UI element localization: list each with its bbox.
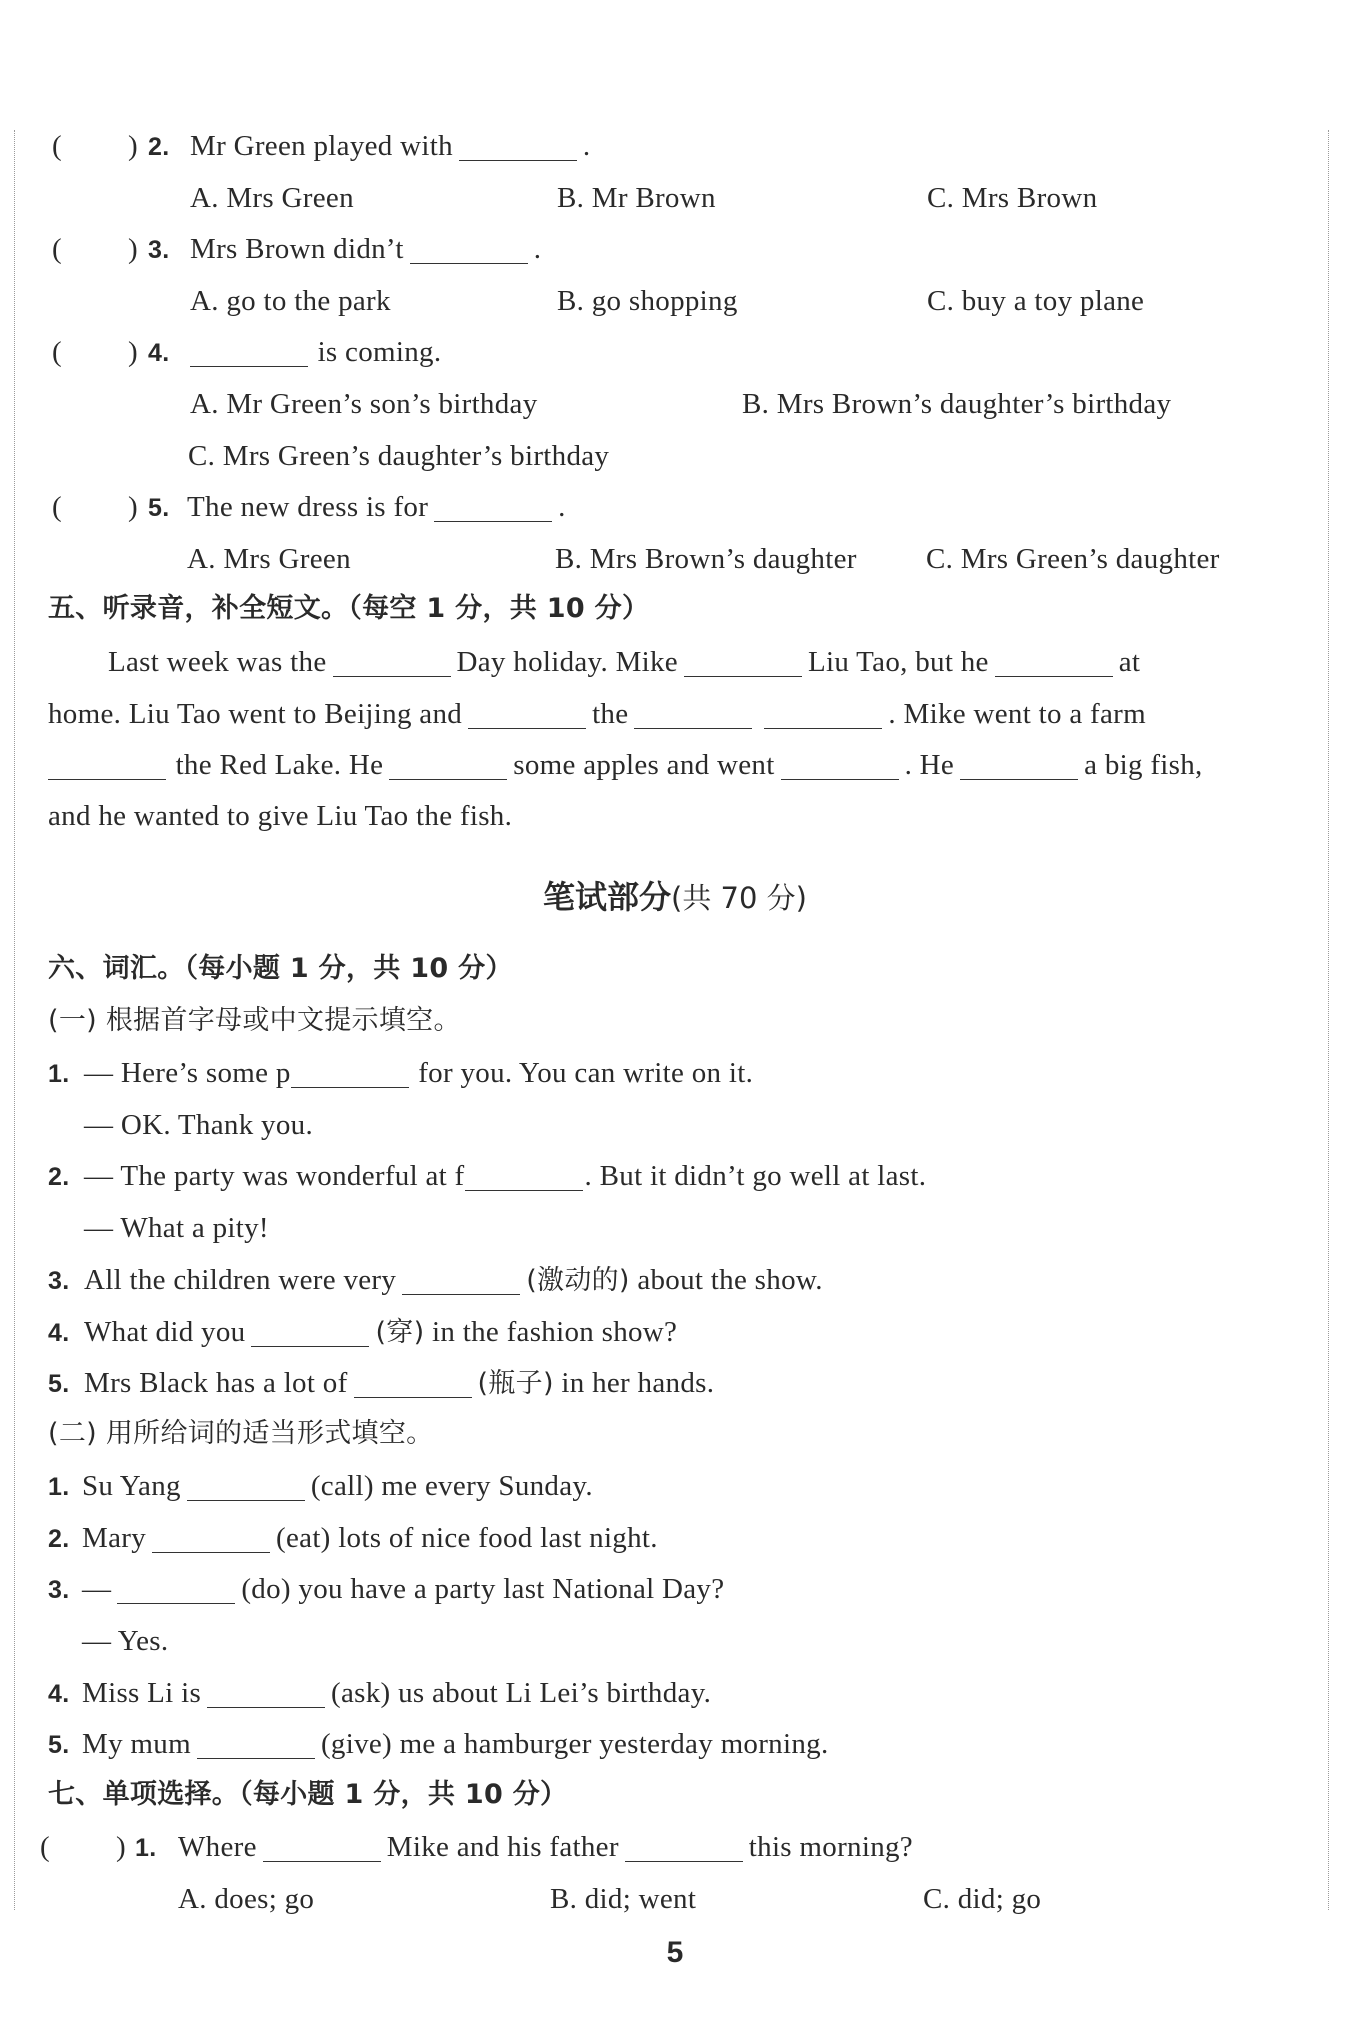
option-a[interactable]: A. does; go [178, 1883, 315, 1915]
left-margin-rule [14, 130, 15, 1910]
option-c[interactable]: C. buy a toy plane [927, 285, 1145, 317]
answer-blank[interactable] [434, 491, 552, 522]
passage-blank-7[interactable] [48, 749, 166, 780]
answer-paren-close[interactable]: ) [128, 491, 138, 523]
passage-blank-2[interactable] [684, 646, 802, 677]
passage-blank-9[interactable] [781, 749, 899, 780]
passage-blank-6[interactable] [764, 698, 882, 729]
passage-blank-5[interactable] [634, 698, 752, 729]
passage-blank-1[interactable] [333, 646, 451, 677]
section-6-heading: 六、词汇。（每小题 1 分，共 10 分） [48, 953, 513, 984]
option-c[interactable]: C. Mrs Green’s daughter’s birthday [188, 440, 610, 472]
option-c[interactable]: C. Mrs Green’s daughter [926, 543, 1220, 575]
option-a[interactable]: A. Mr Green’s son’s birthday [190, 388, 538, 420]
section-5-heading: 五、听录音，补全短文。（每空 1 分，共 10 分） [48, 593, 650, 624]
answer-blank[interactable] [187, 1470, 305, 1501]
answer-blank[interactable] [251, 1316, 369, 1347]
option-b[interactable]: B. go shopping [557, 285, 738, 317]
worksheet-page: ( ) 2. Mr Green played with . A. Mrs Green B. Mr Brown C. Mrs Brown ( ) 3. Mrs Brown didn’t . A. go to the park B. go shopping C. buy a toy plane ( ) 4. is coming. A. Mr Green’s son’s birthday B. Mrs Brown’s daughter’s birthday C. Mrs Green’s daughter’s birthday ( ) 5. The new dress is for . A. Mrs Green B. Mrs Brown’s daughter C. Mrs Green’s daughter 五、听录音，补全短文。（每空 1 分，共 10 分） Last week was the Day holiday. Mike Liu Tao, but he at home. Liu Tao went to Beijing and the . Mike went to a farm the Red Lake. He some apples and went . He a big fish, and he wanted to give Liu Tao the fish. 笔试部分(共 70 分) 六、词汇。（每小题 1 分，共 10 分） (一) 根据首字母或中文提示填空。 1. — Here’s some p for you. You can write on it. — OK. Thank you. 2. — The party was wonderful at f . But it didn’t go well at last. — What a pity! 3. All the children were very (激动的) about the show. 4. What did you (穿) in the fashion show? 5. Mrs Black has a lot of (瓶子) in her hands. (二) 用所给词的适当形式填空。 1. Su Yang (call) me every Sunday. 2. Mary (eat) lots of nice food last night. 3. — (do) you have a party last National Day? — Yes. 4. Miss Li is (ask) us about Li Lei’s birthday. 5. My mum (give) me a hamburger yesterday morning. 七、单项选择。（每小题 1 分，共 10 分） ( ) 1. Where Mike and his father this morning? A. does; go B. did; went C. did; go 5 [0, 0, 1350, 2033]
answer-paren-close[interactable]: ) [116, 1831, 126, 1863]
passage-blank-8[interactable] [389, 749, 507, 780]
answer-blank[interactable] [459, 130, 577, 161]
answer-paren-close[interactable]: ) [128, 336, 138, 368]
passage-blank-10[interactable] [960, 749, 1078, 780]
option-b[interactable]: B. Mr Brown [557, 182, 716, 214]
answer-blank[interactable] [354, 1367, 472, 1398]
answer-blank[interactable] [207, 1677, 325, 1708]
answer-blank[interactable] [197, 1728, 315, 1759]
right-margin-rule [1328, 130, 1329, 1910]
option-b[interactable]: B. did; went [550, 1883, 697, 1915]
answer-blank[interactable] [625, 1831, 743, 1862]
passage-blank-4[interactable] [468, 698, 586, 729]
option-b[interactable]: B. Mrs Brown’s daughter’s birthday [742, 388, 1172, 420]
option-b[interactable]: B. Mrs Brown’s daughter [555, 543, 857, 575]
answer-blank[interactable] [117, 1573, 235, 1604]
answer-blank[interactable] [190, 336, 308, 367]
option-a[interactable]: A. go to the park [190, 285, 391, 317]
written-part-title: 笔试部分(共 70 分) [543, 878, 807, 916]
answer-blank[interactable] [291, 1057, 409, 1088]
option-a[interactable]: A. Mrs Green [190, 182, 354, 214]
answer-blank[interactable] [263, 1831, 381, 1862]
answer-blank[interactable] [152, 1522, 270, 1553]
option-a[interactable]: A. Mrs Green [187, 543, 351, 575]
option-c[interactable]: C. did; go [923, 1883, 1042, 1915]
page-number: 5 [666, 1936, 684, 1969]
subsection-6-2: (二) 用所给词的适当形式填空。 [48, 1418, 434, 1449]
passage-blank-3[interactable] [995, 646, 1113, 677]
answer-paren-close[interactable]: ) [128, 130, 138, 162]
answer-paren-close[interactable]: ) [128, 233, 138, 265]
answer-blank[interactable] [465, 1160, 583, 1191]
answer-blank[interactable] [410, 233, 528, 264]
subsection-6-1: (一) 根据首字母或中文提示填空。 [48, 1005, 461, 1036]
answer-blank[interactable] [402, 1264, 520, 1295]
section-7-heading: 七、单项选择。（每小题 1 分，共 10 分） [48, 1779, 568, 1810]
option-c[interactable]: C. Mrs Brown [927, 182, 1098, 214]
